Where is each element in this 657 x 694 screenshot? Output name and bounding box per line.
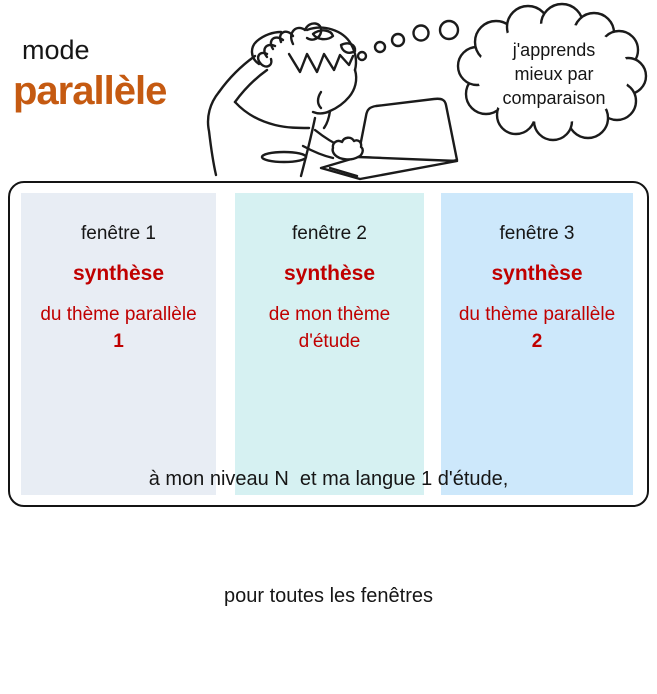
- thought-line: mieux par: [514, 64, 594, 84]
- window-synthese: synthèse: [491, 262, 583, 285]
- footer-line-1: à mon niveau N et ma langue 1 d'étude,: [148, 468, 509, 490]
- window-theme-line: d'étude: [298, 331, 361, 352]
- window-label: fenêtre 3: [499, 223, 575, 244]
- thought-dots: [358, 21, 458, 60]
- thought-line: comparaison: [502, 88, 606, 108]
- board-footer-note: [10, 382, 647, 694]
- thought-bubble: [452, 2, 656, 142]
- footer-line-2: pour toutes les fenêtres: [223, 585, 433, 607]
- window-synthese: synthèse: [283, 262, 376, 285]
- page-title: parallèle: [13, 69, 167, 113]
- thought-line: j'apprends: [512, 40, 596, 60]
- person-head: [289, 23, 356, 128]
- windows-board: [8, 181, 649, 607]
- thinking-person-illustration: [203, 0, 461, 184]
- window-label: fenêtre 1: [81, 223, 156, 244]
- window-theme-line: du thème parallèle: [40, 304, 197, 325]
- desk-object: [262, 152, 306, 162]
- window-theme-line: du thème parallèle: [458, 304, 616, 325]
- laptop: [321, 99, 457, 179]
- thought-bubble-text: [452, 4, 656, 144]
- window-theme-number: 1: [113, 331, 124, 352]
- window-label: fenêtre 2: [292, 223, 367, 244]
- window-theme-number: 2: [531, 331, 543, 352]
- window-synthese: synthèse: [72, 262, 165, 285]
- mode-label: mode: [22, 35, 90, 65]
- window-theme-line: de mon thème: [268, 304, 391, 325]
